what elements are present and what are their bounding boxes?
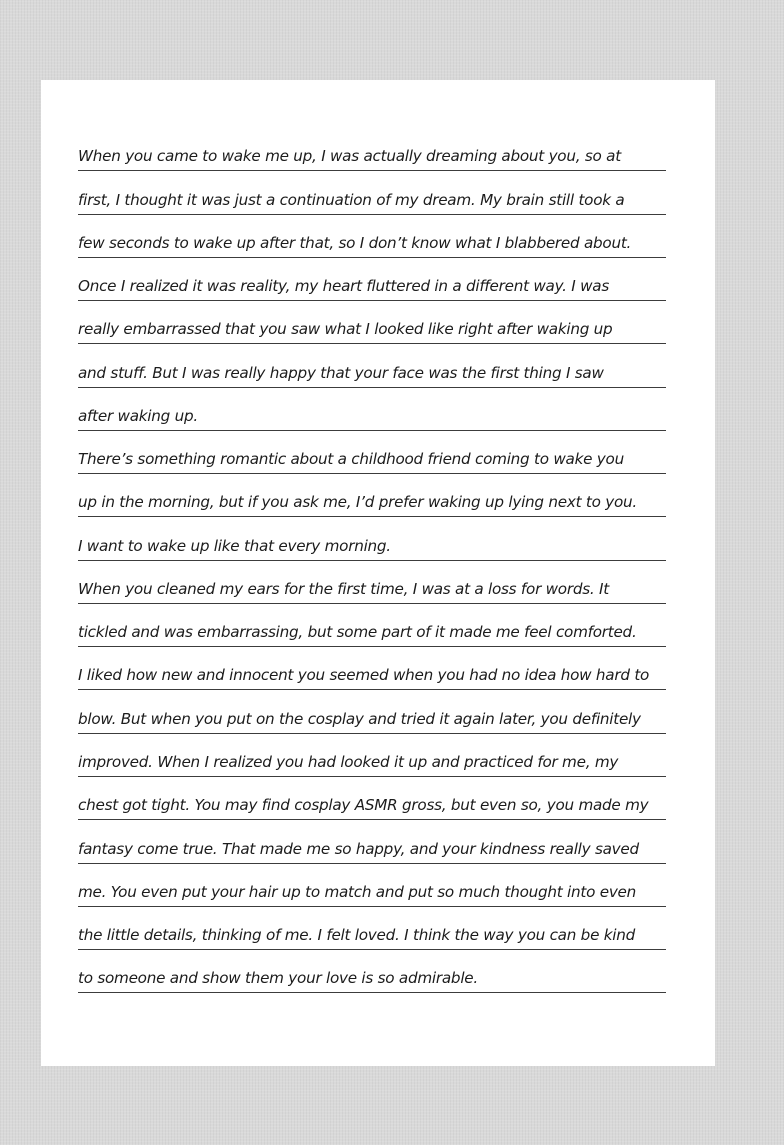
letter-line-text: Once I realized it was reality, my heart fluttered in a different way. I was [78,277,610,296]
letter-line-text: to someone and show them your love is so admirable. [78,969,478,988]
letter-line-text: and stuff. But I was really happy that your face was the first thing I saw [78,363,604,382]
letter-line-text: after waking up. [78,406,198,425]
letter-line [78,171,666,214]
letter-line-text: first, I thought it was just a continuation of my dream. My brain still took a [78,190,625,209]
letter-line [78,690,666,733]
letter-line-text: tickled and was embarrassing, but some part of it made me feel comforted. [78,623,637,642]
letter-line [78,604,666,647]
letter-line [78,431,666,474]
letter-line [78,301,666,344]
letter-line-text: I want to wake up like that every morning. [78,536,391,555]
letter-line-text: me. You even put your hair up to match and put so much thought into even [78,882,637,901]
letter-line [78,647,666,690]
letter-line [78,344,666,387]
letter-line-text: chest got tight. You may find cosplay ASMR gross, but even so, you made my [78,796,649,815]
letter-line-text: When you cleaned my ears for the first time, I was at a loss for words. It [78,579,609,598]
letter-line-text: the little details, thinking of me. I felt loved. I think the way you can be kind [78,926,636,945]
letter-line [78,950,666,993]
letter-line-text: blow. But when you put on the cosplay and tried it again later, you definitely [78,709,641,728]
letter-line [78,128,666,171]
letter-line [78,864,666,907]
letter-line-text: fantasy come true. That made me so happy, and your kindness really saved [78,839,639,858]
letter-lines [78,128,666,993]
letter-line-text: There’s something romantic about a childhood friend coming to wake you [78,450,624,469]
letter-line [78,388,666,431]
letter-line [78,258,666,301]
letter-line-text: up in the morning, but if you ask me, I’d prefer waking up lying next to you. [78,493,637,512]
letter-line [78,215,666,258]
letter-line [78,820,666,863]
letter-line-text: really embarrassed that you saw what I looked like right after waking up [78,320,613,339]
letter-paper [41,80,715,1066]
letter-line [78,474,666,517]
letter-line-text: few seconds to wake up after that, so I don’t know what I blabbered about. [78,233,632,252]
letter-line [78,734,666,777]
letter-line [78,777,666,820]
letter-line-text: I liked how new and innocent you seemed when you had no idea how hard to [78,666,650,685]
letter-line [78,517,666,560]
letter-line-text: When you came to wake me up, I was actually dreaming about you, so at [78,147,621,166]
letter-line-text: improved. When I realized you had looked it up and practiced for me, my [78,752,619,771]
letter-line [78,561,666,604]
letter-line [78,907,666,950]
